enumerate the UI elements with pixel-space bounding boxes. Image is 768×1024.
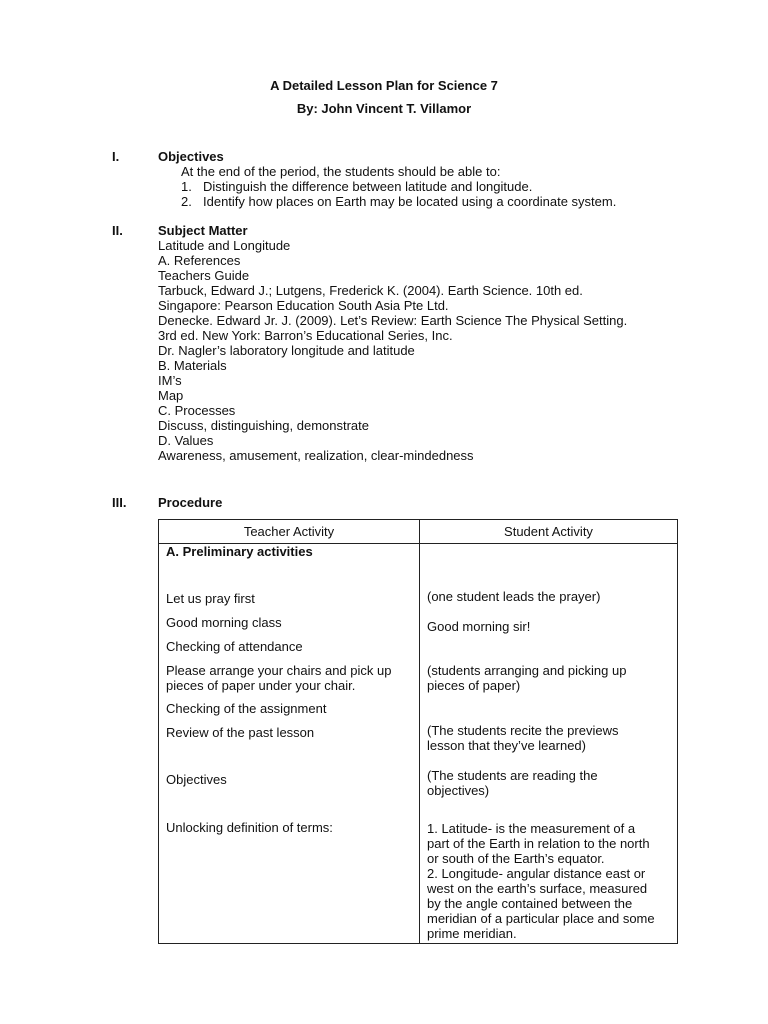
teacher-activity: Unlocking definition of terms:	[166, 820, 333, 835]
student-activity: (The students are reading the	[427, 768, 598, 783]
teacher-activity: pieces of paper under your chair.	[166, 678, 356, 693]
subject-line: Latitude and Longitude	[158, 238, 291, 253]
objective-number: 1.	[181, 179, 192, 194]
procedure-table	[158, 519, 678, 944]
subject-line: Singapore: Pearson Education South Asia Pte Ltd.	[158, 298, 449, 313]
objective-item: Distinguish the difference between latitude and longitude.	[203, 179, 533, 194]
subject-line: Denecke. Edward Jr. J. (2009). Let’s Review: Earth Science The Physical Setting.	[158, 313, 628, 328]
section-number-procedure: III.	[112, 495, 127, 510]
student-activity: (one student leads the prayer)	[427, 589, 601, 604]
teacher-activity: Good morning class	[166, 615, 282, 630]
subject-line: 3rd ed. New York: Barron’s Educational Series, Inc.	[158, 328, 453, 343]
subject-line: A. References	[158, 253, 241, 268]
objective-number: 2.	[181, 194, 192, 209]
subject-line: Dr. Nagler’s laboratory longitude and latitude	[158, 343, 415, 358]
column-header-student: Student Activity	[420, 520, 678, 544]
student-activity-cell	[420, 544, 678, 944]
subject-line: D. Values	[158, 433, 214, 448]
subject-line: B. Materials	[158, 358, 227, 373]
subject-line: Awareness, amusement, realization, clear-mindedness	[158, 448, 474, 463]
column-header-teacher: Teacher Activity	[159, 520, 420, 544]
student-activity: 1. Latitude- is the measurement of a	[427, 821, 636, 836]
section-heading-subject-matter: Subject Matter	[158, 223, 248, 238]
student-activity: lesson that they’ve learned)	[427, 738, 586, 753]
teacher-activity: Review of the past lesson	[166, 725, 315, 740]
student-activity: Good morning sir!	[427, 619, 531, 634]
student-activity: pieces of paper)	[427, 678, 521, 693]
subject-line: Discuss, distinguishing, demonstrate	[158, 418, 369, 433]
section-number-subject-matter: II.	[112, 223, 123, 238]
subject-line: C. Processes	[158, 403, 236, 418]
student-activity: prime meridian.	[427, 926, 517, 941]
subject-line: Teachers Guide	[158, 268, 250, 283]
section-number-objectives: I.	[112, 149, 120, 164]
student-activity: meridian of a particular place and some	[427, 911, 655, 926]
subject-line: Tarbuck, Edward J.; Lutgens, Frederick K. (2004). Earth Science. 10th ed.	[158, 283, 583, 298]
section-heading-procedure: Procedure	[158, 495, 223, 510]
teacher-activity: Checking of attendance	[166, 639, 303, 654]
teacher-activity: Let us pray first	[166, 591, 255, 606]
objectives-intro: At the end of the period, the students should be able to:	[181, 164, 501, 179]
preliminary-activities-heading: A. Preliminary activities	[166, 544, 313, 559]
section-heading-objectives: Objectives	[158, 149, 224, 164]
student-activity: 2. Longitude- angular distance east or	[427, 866, 646, 881]
teacher-activity: Please arrange your chairs and pick up	[166, 663, 392, 678]
teacher-activity: Objectives	[166, 772, 227, 787]
student-activity: (students arranging and picking up	[427, 663, 627, 678]
student-activity: west on the earth’s surface, measured	[427, 881, 648, 896]
teacher-activity-cell	[159, 544, 420, 944]
student-activity: (The students recite the previews	[427, 723, 619, 738]
student-activity: or south of the Earth’s equator.	[427, 851, 605, 866]
student-activity: by the angle contained between the	[427, 896, 633, 911]
student-activity: objectives)	[427, 783, 490, 798]
student-activity: part of the Earth in relation to the north	[427, 836, 650, 851]
objective-item: Identify how places on Earth may be located using a coordinate system.	[203, 194, 617, 209]
subject-line: Map	[158, 388, 184, 403]
table-header-row	[159, 520, 678, 544]
subject-line: IM’s	[158, 373, 182, 388]
document-author: By: John Vincent T. Villamor	[296, 101, 472, 116]
teacher-activity: Checking of the assignment	[166, 701, 327, 716]
document-title: A Detailed Lesson Plan for Science 7	[270, 78, 498, 93]
table-row	[159, 544, 678, 944]
